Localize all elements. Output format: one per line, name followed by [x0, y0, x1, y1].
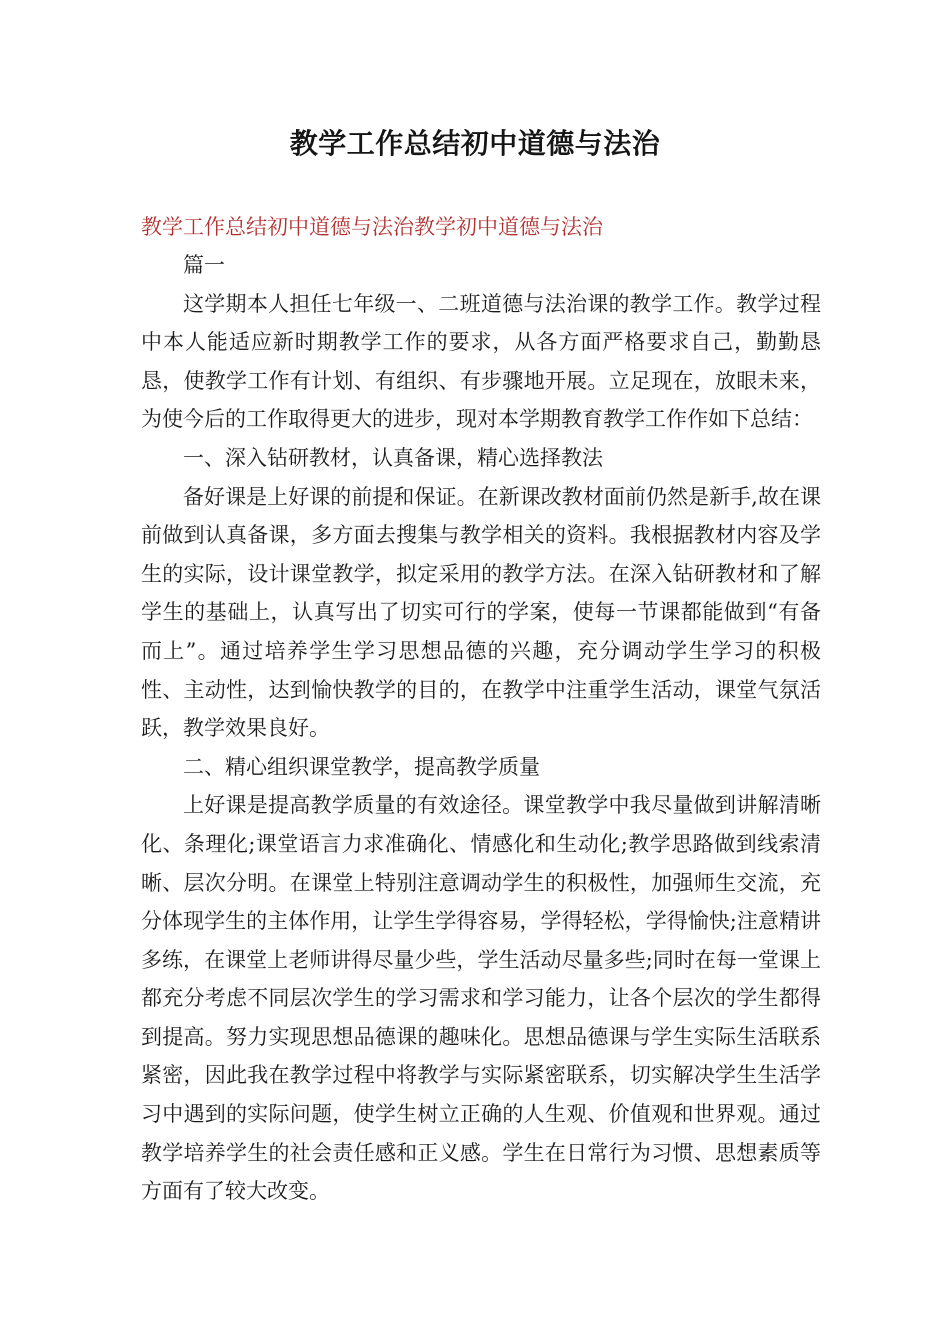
document-body [141, 246, 821, 1211]
section-heading-1: 一、深入钻研教材，认真备课，精心选择教法 [183, 445, 603, 470]
section-2-paragraph: 上好课是提高教学质量的有效途径。课堂教学中我尽量做到讲解清晰化、条理化;课堂语言力求准确化、情感化和生动化;教学思路做到线索清晰、层次分明。在课堂上特别注意调动学生的积极性，加强师生交流，充分体现学生的主体作用，让学生学得容易，学得轻松，学得愉快;注意精讲多练，在课堂上老师讲得尽量少些，学生活动尽量多些;同时在每一堂课上都充分考虑不同层次学生的学习需求和学习能力，让各个层次的学生都得到提高。努力实现思想品德课的趣味化。思想品德课与学生实际生活联系紧密，因此我在教学过程中将教学与实际紧密联系，切实解决学生生活学习中遇到的实际问题，使学生树立正确的人生观、价值观和世界观。通过教学培养学生的社会责任感和正义感。学生在日常行为习惯、思想素质等方面有了较大改变。 [141, 793, 821, 1204]
document-subtitle: 教学工作总结初中道德与法治教学初中道德与法治 [141, 215, 603, 239]
section-label-pian-yi: 篇一 [183, 253, 225, 277]
document-title: 教学工作总结初中道德与法治 [289, 127, 661, 160]
intro-paragraph: 这学期本人担任七年级一、二班道德与法治课的教学工作。教学过程中本人能适应新时期教学工作的要求，从各方面严格要求自己，勤勤恳恳，使教学工作有计划、有组织、有步骤地开展。立足现在，放眼未来，为使今后的工作取得更大的进步，现对本学期教育教学工作作如下总结： [141, 291, 821, 432]
section-1-paragraph: 备好课是上好课的前提和保证。在新课改教材面前仍然是新手,故在课前做到认真备课，多方面去搜集与教学相关的资料。我根据教材内容及学生的实际，设计课堂教学，拟定采用的教学方法。在深入钻研教材和了解学生的基础上，认真写出了切实可行的学案，使每一节课都能做到“有备而上”。通过培养学生学习思想品德的兴趣，充分调动学生学习的积极性、主动性，达到愉快教学的目的，在教学中注重学生活动，课堂气氛活跃，教学效果良好。 [141, 484, 821, 741]
section-heading-2: 二、精心组织课堂教学，提高教学质量 [183, 754, 540, 779]
